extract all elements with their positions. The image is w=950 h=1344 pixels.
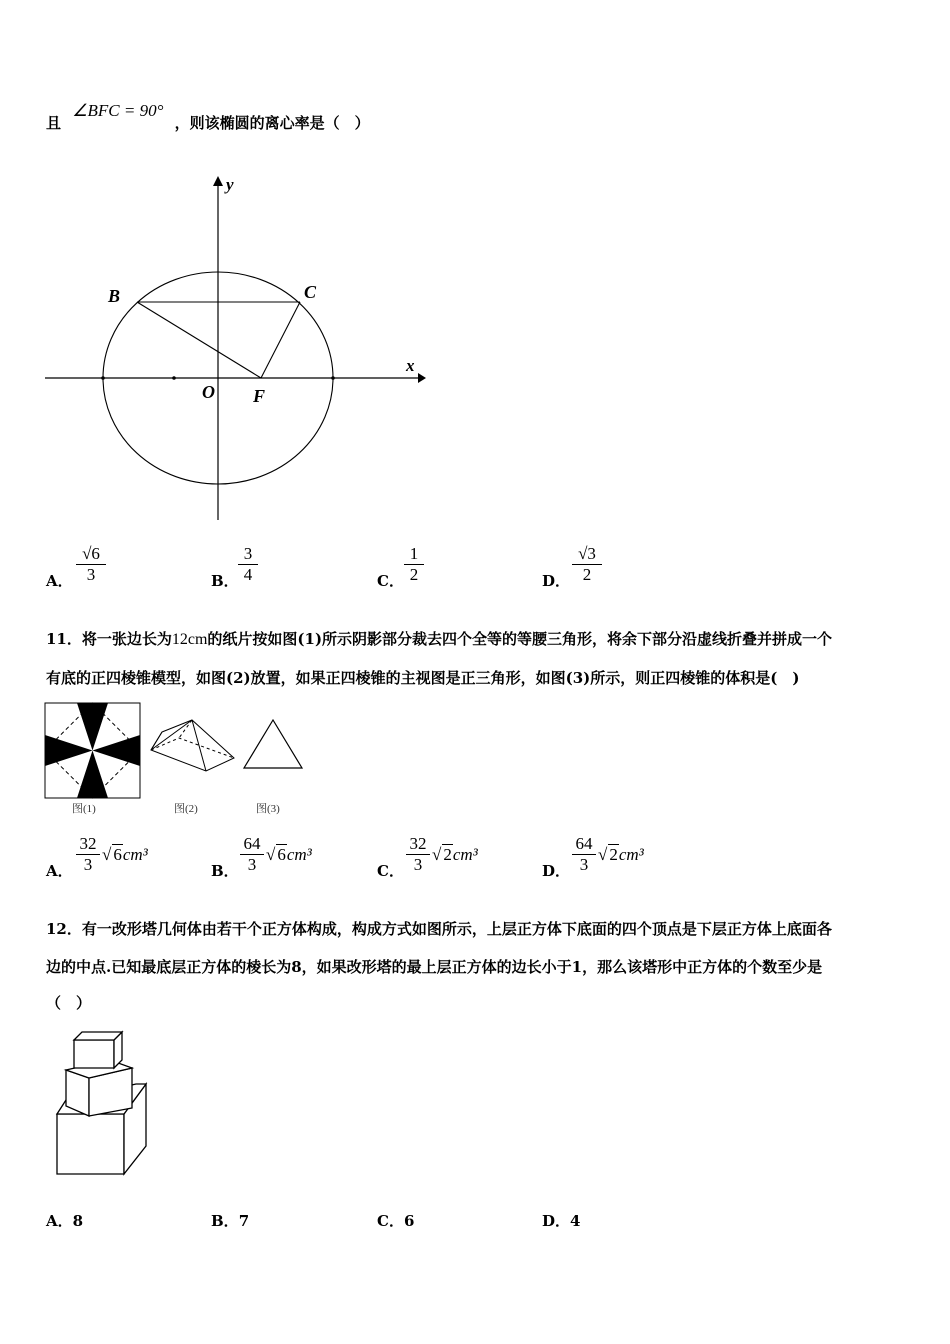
fraction-numerator: √6 xyxy=(76,544,106,565)
fraction-numerator: 32 xyxy=(76,834,100,855)
q11-option-d[interactable] xyxy=(542,860,570,881)
fraction-numerator: 1 xyxy=(404,544,424,565)
unit: cm³ xyxy=(286,845,312,864)
option-letter: C． xyxy=(377,572,404,590)
point-left-vertex xyxy=(101,376,105,380)
bottom-cube-front xyxy=(57,1114,124,1174)
point-left-focus xyxy=(172,376,176,380)
q11-option-c-fraction xyxy=(406,834,430,875)
q12-text-line2: 边的中点.已知最底层正方体的棱长为8，如果改形塔的最上层正方体的边长小于1，那么该塔形中正方体的个数至少是 xyxy=(46,958,823,976)
radicand: 6 xyxy=(277,845,286,864)
q10-option-b[interactable] xyxy=(211,570,239,591)
q12-stem-line1 xyxy=(46,918,832,939)
point-right-vertex xyxy=(331,376,335,380)
y-axis-arrow-icon xyxy=(213,176,223,186)
fraction-denominator: 3 xyxy=(83,855,93,874)
point-f-label: F xyxy=(253,386,266,406)
fraction-denominator: 2 xyxy=(409,565,419,584)
option-letter: C． xyxy=(377,1212,404,1230)
option-letter: C． xyxy=(377,862,404,880)
fraction-numerator: 64 xyxy=(240,834,264,855)
q11-stem-line2 xyxy=(46,667,799,688)
x-axis-arrow-icon xyxy=(418,373,426,383)
point-c-label: C xyxy=(304,282,317,302)
q11-option-b-radical: √ 6cm³ xyxy=(266,845,312,864)
ellipse-figure xyxy=(40,168,460,538)
q10-option-c-fraction xyxy=(404,544,424,585)
caption-figure-3: 图(3) xyxy=(256,803,280,815)
q12-text-line1: 12．有一改形塔几何体由若干个正方体构成，构成方式如图所示，上层正方体下底面的四个顶点是下层正方体上底面各 xyxy=(46,920,832,938)
pyramid-visible-edges xyxy=(151,720,234,771)
fraction-numerator: 64 xyxy=(572,834,596,855)
segment-cf xyxy=(261,302,300,378)
caption-figure-2: 图(2) xyxy=(174,803,198,815)
unit: cm³ xyxy=(452,845,478,864)
front-view-triangle xyxy=(244,720,302,768)
q10-option-a-fraction xyxy=(76,544,106,585)
option-value: 8 xyxy=(72,1212,84,1230)
q11-stem-line1 xyxy=(46,628,832,649)
q10-option-a[interactable] xyxy=(46,570,73,591)
fraction-denominator: 3 xyxy=(579,855,589,874)
radicand: 6 xyxy=(113,845,122,864)
option-value: 6 xyxy=(403,1212,415,1230)
q12-stem-line3 xyxy=(46,992,91,1013)
option-letter: B． xyxy=(211,1212,239,1230)
option-value: 7 xyxy=(238,1212,250,1230)
q10-prefix: 且 xyxy=(46,114,62,132)
q11-option-a-radical: √ 6cm³ xyxy=(102,845,148,864)
radicand: 2 xyxy=(609,845,618,864)
top-cube-top xyxy=(74,1032,122,1040)
q11-side-length: 12cm xyxy=(171,631,208,648)
q10-option-c[interactable] xyxy=(377,570,404,591)
q11-text-line2: 有底的正四棱锥模型，如图(2)放置，如果正四棱锥的主视图是正三角形，如图(3)所示，则正四棱锥的体积是( ) xyxy=(46,669,800,687)
q11-figures xyxy=(44,700,314,820)
pyramid-edge-front xyxy=(192,720,206,771)
q10-option-d[interactable] xyxy=(542,570,570,591)
fraction-denominator: 3 xyxy=(86,565,96,584)
fraction-numerator: 3 xyxy=(238,544,258,565)
caption-figure-1: 图(1) xyxy=(72,803,96,815)
pyramid-edge-left xyxy=(151,720,192,750)
q10-angle: ∠BFC = 90° xyxy=(72,101,164,120)
option-letter: A． xyxy=(46,572,73,590)
q10-option-d-fraction xyxy=(572,544,602,585)
unit: cm³ xyxy=(122,845,148,864)
q11-option-a[interactable] xyxy=(46,860,73,881)
fraction-numerator: 32 xyxy=(406,834,430,855)
option-letter: B． xyxy=(211,862,239,880)
point-b-label: B xyxy=(108,286,121,306)
axis-y-label: y xyxy=(226,175,234,194)
q10-suffix: ，则该椭圆的离心率是（ ） xyxy=(174,114,370,132)
fraction-denominator: 3 xyxy=(247,855,257,874)
segment-bf xyxy=(137,302,261,378)
q11-option-c[interactable] xyxy=(377,860,404,881)
q11-option-b-fraction xyxy=(240,834,264,875)
q11-option-b[interactable] xyxy=(211,860,239,881)
origin-label: O xyxy=(202,382,215,402)
axis-x-label: x xyxy=(406,356,415,375)
radicand: 2 xyxy=(443,845,452,864)
q11-option-a-fraction xyxy=(76,834,100,875)
option-letter: B． xyxy=(211,572,239,590)
option-value: 4 xyxy=(570,1212,581,1230)
q11-option-c-radical: √ 2cm³ xyxy=(432,845,478,864)
fraction-denominator: 4 xyxy=(243,565,253,584)
cube-tower-figure xyxy=(50,1028,170,1188)
q10-option-b-fraction xyxy=(238,544,258,585)
q11-text-b: 的纸片按如图(1)所示阴影部分裁去四个全等的等腰三角形，将余下部分沿虚线折叠并拼成一个 xyxy=(207,630,833,648)
q11-text-a: 11．将一张边长为 xyxy=(46,630,172,648)
fraction-denominator: 2 xyxy=(582,565,592,584)
q12-option-a[interactable] xyxy=(46,1210,83,1231)
fraction-numerator: √3 xyxy=(572,544,602,565)
q11-option-d-radical: √ 2cm³ xyxy=(598,845,644,864)
q10-stem xyxy=(46,101,370,133)
unit: cm³ xyxy=(618,845,644,864)
q11-option-d-fraction xyxy=(572,834,596,875)
fraction-denominator: 3 xyxy=(413,855,423,874)
q12-option-d[interactable] xyxy=(542,1210,580,1231)
option-letter: A． xyxy=(46,1212,73,1230)
option-letter: A． xyxy=(46,862,73,880)
q12-option-c[interactable] xyxy=(377,1210,414,1231)
q12-text-line3: （ ） xyxy=(46,994,92,1012)
top-cube-front xyxy=(74,1040,114,1068)
option-letter: D． xyxy=(542,572,571,590)
option-letter: D． xyxy=(542,862,571,880)
q12-option-b[interactable] xyxy=(211,1210,249,1231)
option-letter: D． xyxy=(542,1212,571,1230)
q12-stem-line2 xyxy=(46,956,822,977)
